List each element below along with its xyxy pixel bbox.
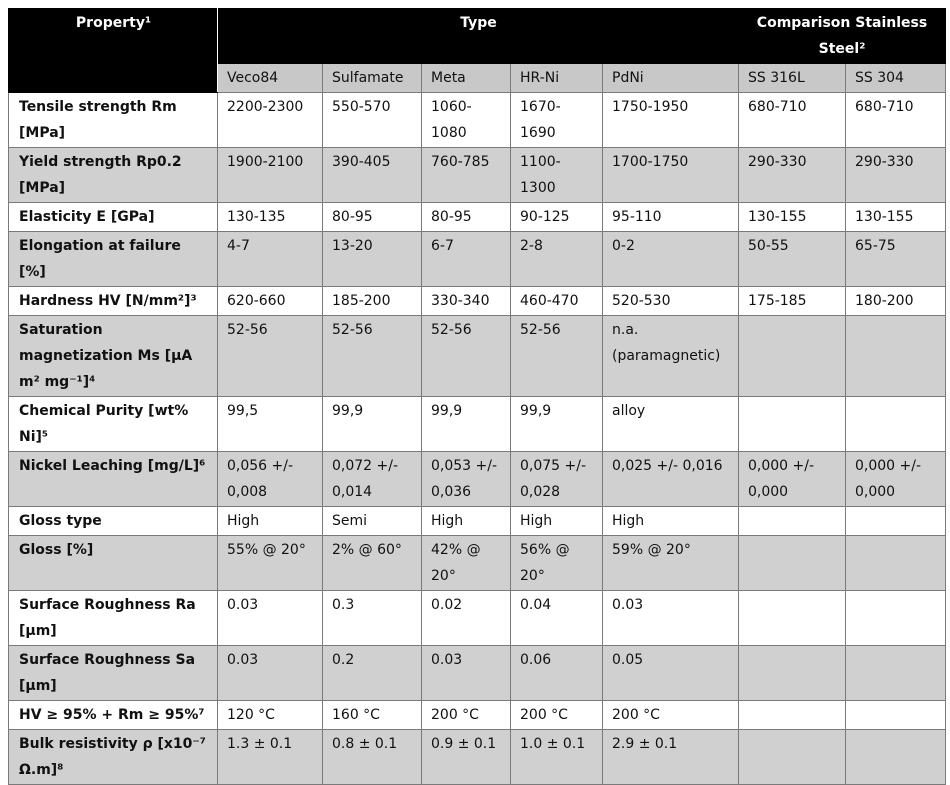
value-cell: 185-200 xyxy=(323,287,422,316)
value-cell xyxy=(846,730,946,785)
table-row xyxy=(9,730,946,785)
column-header: SS 316L xyxy=(739,64,846,93)
property-cell: Gloss [%] xyxy=(9,536,218,591)
property-cell: Hardness HV [N/mm²]³ xyxy=(9,287,218,316)
value-cell: 42% @ 20° xyxy=(422,536,511,591)
value-cell: 99,5 xyxy=(218,397,323,452)
value-cell xyxy=(739,507,846,536)
value-cell xyxy=(739,646,846,701)
property-cell: Yield strength Rp0.2 [MPa] xyxy=(9,148,218,203)
value-cell: 460-470 xyxy=(511,287,603,316)
table-row xyxy=(9,397,946,452)
property-cell: Tensile strength Rm [MPa] xyxy=(9,93,218,148)
value-cell: 2-8 xyxy=(511,232,603,287)
property-cell: Nickel Leaching [mg/L]⁶ xyxy=(9,452,218,507)
value-cell: 330-340 xyxy=(422,287,511,316)
column-header: Veco84 xyxy=(218,64,323,93)
value-cell: 390-405 xyxy=(323,148,422,203)
value-cell: 1750-1950 xyxy=(603,93,739,148)
value-cell: Semi xyxy=(323,507,422,536)
property-cell: Elasticity E [GPa] xyxy=(9,203,218,232)
value-cell: 0.03 xyxy=(422,646,511,701)
column-header: Sulfamate xyxy=(323,64,422,93)
properties-table xyxy=(8,8,946,785)
value-cell: 2.9 ± 0.1 xyxy=(603,730,739,785)
value-cell: 80-95 xyxy=(422,203,511,232)
property-cell: Bulk resistivity ρ [x10⁻⁷ Ω.m]⁸ xyxy=(9,730,218,785)
value-cell: 1900-2100 xyxy=(218,148,323,203)
table-row xyxy=(9,646,946,701)
property-cell: Elongation at failure [%] xyxy=(9,232,218,287)
value-cell xyxy=(846,536,946,591)
value-cell: 0,072 +/- 0,014 xyxy=(323,452,422,507)
value-cell: 2% @ 60° xyxy=(323,536,422,591)
value-cell: 4-7 xyxy=(218,232,323,287)
value-cell: 0,056 +/- 0,008 xyxy=(218,452,323,507)
value-cell: High xyxy=(218,507,323,536)
value-cell: 99,9 xyxy=(422,397,511,452)
property-cell: HV ≥ 95% + Rm ≥ 95%⁷ xyxy=(9,701,218,730)
table-row xyxy=(9,536,946,591)
value-cell xyxy=(739,730,846,785)
value-cell xyxy=(846,507,946,536)
table-row xyxy=(9,203,946,232)
value-cell: 6-7 xyxy=(422,232,511,287)
value-cell: 0.9 ± 0.1 xyxy=(422,730,511,785)
value-cell: 0,025 +/- 0,016 xyxy=(603,452,739,507)
column-header: Meta xyxy=(422,64,511,93)
value-cell xyxy=(846,397,946,452)
column-header: HR-Ni xyxy=(511,64,603,93)
property-cell: Chemical Purity [wt% Ni]⁵ xyxy=(9,397,218,452)
table-row xyxy=(9,287,946,316)
value-cell xyxy=(739,397,846,452)
value-cell: 0.05 xyxy=(603,646,739,701)
value-cell: 290-330 xyxy=(739,148,846,203)
value-cell: 13-20 xyxy=(323,232,422,287)
value-cell: 95-110 xyxy=(603,203,739,232)
table-row xyxy=(9,507,946,536)
value-cell: 760-785 xyxy=(422,148,511,203)
value-cell: 520-530 xyxy=(603,287,739,316)
value-cell: 1670-1690 xyxy=(511,93,603,148)
value-cell xyxy=(846,591,946,646)
value-cell: 130-155 xyxy=(846,203,946,232)
value-cell: 80-95 xyxy=(323,203,422,232)
table-row xyxy=(9,148,946,203)
property-cell: Saturation magnetization Ms [µA m² mg⁻¹]⁴ xyxy=(9,316,218,397)
value-cell: 130-155 xyxy=(739,203,846,232)
value-cell: 0.03 xyxy=(218,646,323,701)
value-cell: 0-2 xyxy=(603,232,739,287)
value-cell: alloy xyxy=(603,397,739,452)
value-cell xyxy=(846,646,946,701)
value-cell: 180-200 xyxy=(846,287,946,316)
value-cell: 0.04 xyxy=(511,591,603,646)
value-cell: 1.3 ± 0.1 xyxy=(218,730,323,785)
value-cell xyxy=(739,701,846,730)
value-cell: 550-570 xyxy=(323,93,422,148)
value-cell: 200 °C xyxy=(603,701,739,730)
property-cell: Surface Roughness Sa [µm] xyxy=(9,646,218,701)
value-cell: 2200-2300 xyxy=(218,93,323,148)
column-header: PdNi xyxy=(603,64,739,93)
value-cell: 620-660 xyxy=(218,287,323,316)
property-cell: Surface Roughness Ra [µm] xyxy=(9,591,218,646)
value-cell: 0,075 +/- 0,028 xyxy=(511,452,603,507)
value-cell: 99,9 xyxy=(511,397,603,452)
value-cell: 52-56 xyxy=(323,316,422,397)
table-row xyxy=(9,591,946,646)
comparison-header: Comparison Stainless Steel² xyxy=(739,9,946,64)
value-cell xyxy=(739,316,846,397)
value-cell: 65-75 xyxy=(846,232,946,287)
value-cell xyxy=(739,591,846,646)
value-cell: 0,000 +/- 0,000 xyxy=(739,452,846,507)
table-row xyxy=(9,701,946,730)
value-cell: 52-56 xyxy=(511,316,603,397)
type-header: Type xyxy=(218,9,739,64)
value-cell: 1060-1080 xyxy=(422,93,511,148)
value-cell: 0.8 ± 0.1 xyxy=(323,730,422,785)
value-cell: 130-135 xyxy=(218,203,323,232)
value-cell: 99,9 xyxy=(323,397,422,452)
value-cell: n.a. (paramagnetic) xyxy=(603,316,739,397)
value-cell: 680-710 xyxy=(846,93,946,148)
header-row xyxy=(9,9,946,64)
value-cell xyxy=(846,316,946,397)
property-cell: Gloss type xyxy=(9,507,218,536)
value-cell xyxy=(846,701,946,730)
value-cell: 52-56 xyxy=(422,316,511,397)
value-cell: 0,000 +/- 0,000 xyxy=(846,452,946,507)
value-cell: High xyxy=(603,507,739,536)
value-cell: 0.06 xyxy=(511,646,603,701)
value-cell: 1100-1300 xyxy=(511,148,603,203)
table-row xyxy=(9,232,946,287)
value-cell: High xyxy=(422,507,511,536)
table-row xyxy=(9,93,946,148)
value-cell: 50-55 xyxy=(739,232,846,287)
value-cell: 0.03 xyxy=(603,591,739,646)
value-cell: 290-330 xyxy=(846,148,946,203)
value-cell: 680-710 xyxy=(739,93,846,148)
value-cell: 120 °C xyxy=(218,701,323,730)
value-cell: 160 °C xyxy=(323,701,422,730)
value-cell: 55% @ 20° xyxy=(218,536,323,591)
value-cell: 0.3 xyxy=(323,591,422,646)
table-row xyxy=(9,316,946,397)
value-cell: 0.02 xyxy=(422,591,511,646)
value-cell: 0.03 xyxy=(218,591,323,646)
value-cell: 200 °C xyxy=(422,701,511,730)
value-cell: 59% @ 20° xyxy=(603,536,739,591)
column-header: SS 304 xyxy=(846,64,946,93)
value-cell: 52-56 xyxy=(218,316,323,397)
table-row xyxy=(9,452,946,507)
value-cell: 175-185 xyxy=(739,287,846,316)
property-header: Property¹ xyxy=(9,9,218,93)
value-cell: 56% @ 20° xyxy=(511,536,603,591)
value-cell: 200 °C xyxy=(511,701,603,730)
value-cell: 1700-1750 xyxy=(603,148,739,203)
value-cell xyxy=(739,536,846,591)
value-cell: High xyxy=(511,507,603,536)
value-cell: 1.0 ± 0.1 xyxy=(511,730,603,785)
value-cell: 90-125 xyxy=(511,203,603,232)
value-cell: 0.2 xyxy=(323,646,422,701)
value-cell: 0,053 +/- 0,036 xyxy=(422,452,511,507)
